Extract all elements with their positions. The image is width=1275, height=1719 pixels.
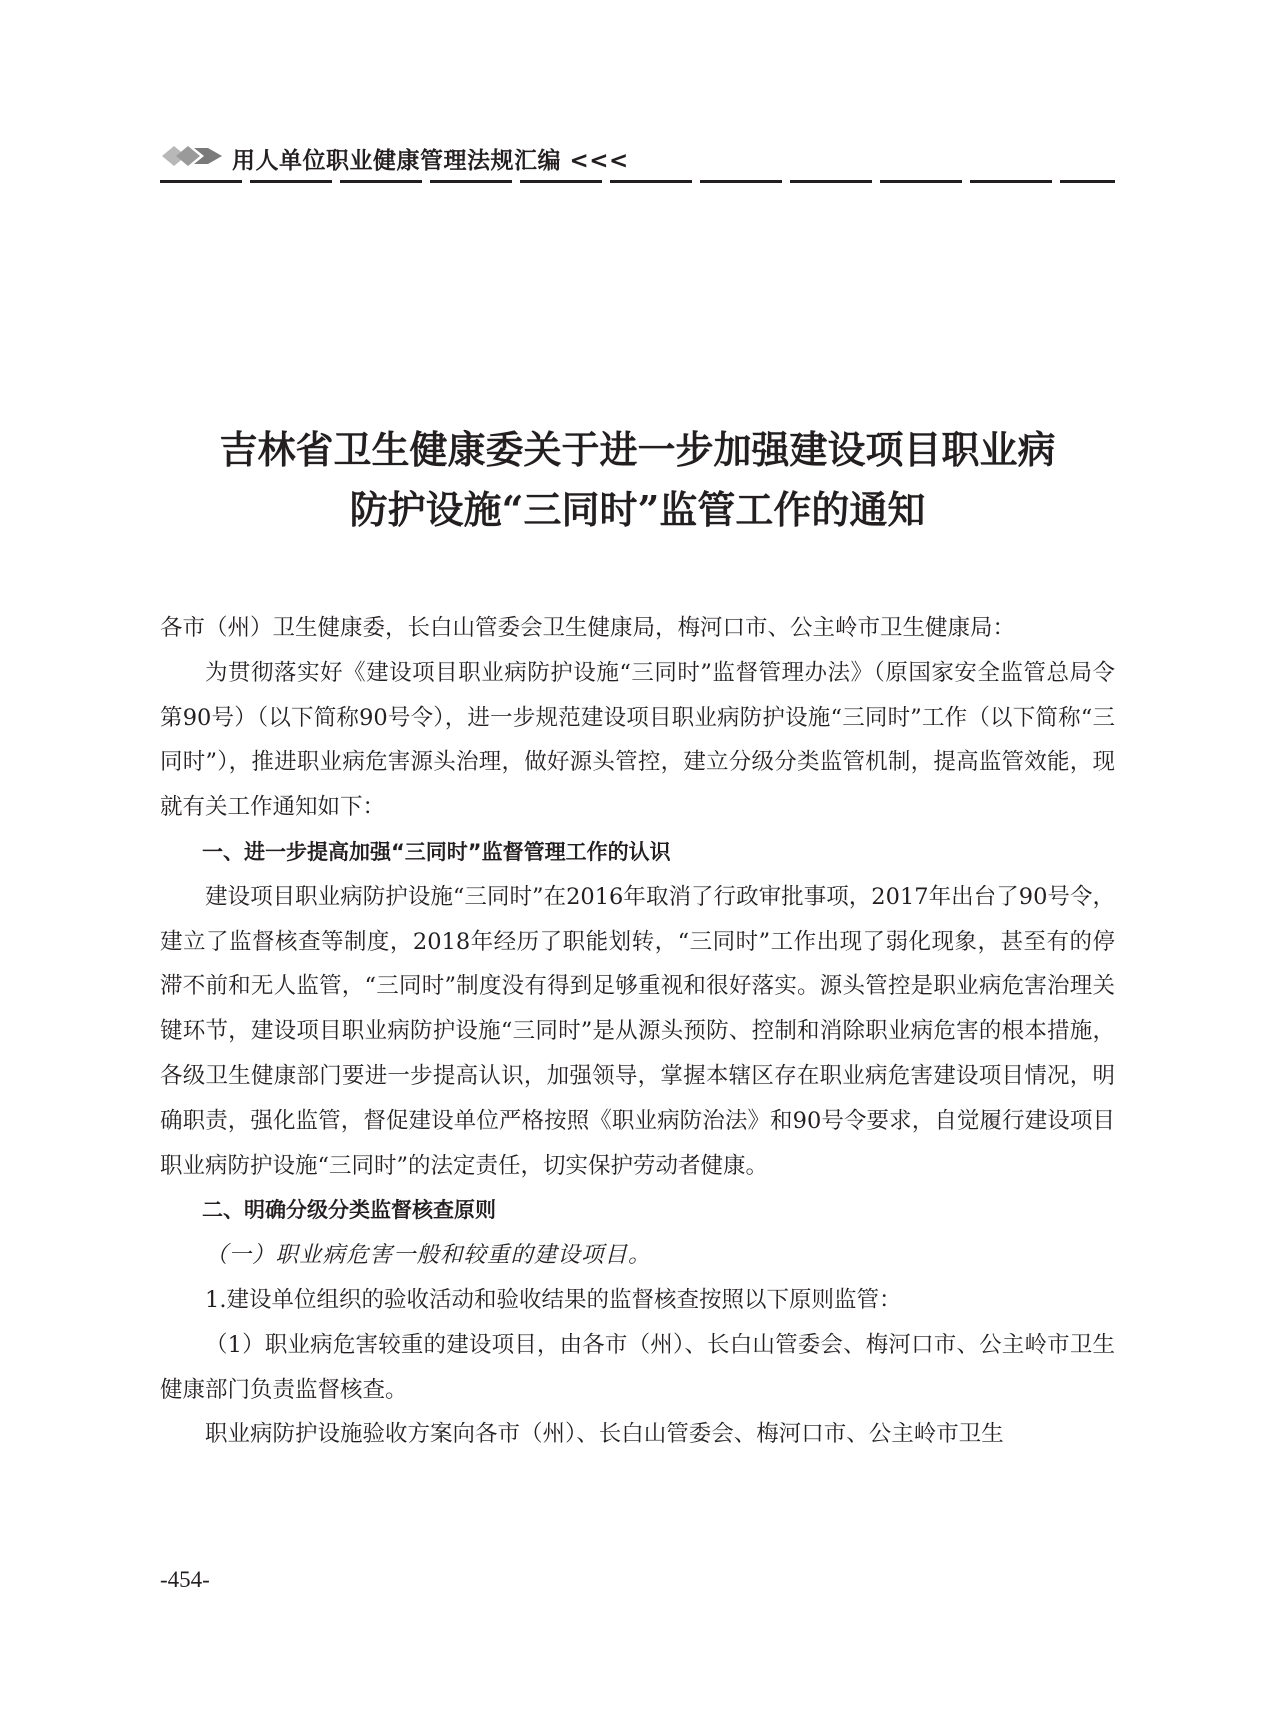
document-title-line-1: 吉林省卫生健康委关于进一步加强建设项目职业病 — [219, 427, 1056, 472]
section-2-subheading-1: （一）职业病危害一般和较重的建设项目。 — [205, 1242, 652, 1268]
running-header — [160, 138, 1115, 178]
salutation: 各市（州）卫生健康委，长白山管委会卫生健康局，梅河口市、公主岭市卫生健康局： — [160, 615, 1016, 641]
document-title — [160, 420, 1115, 540]
document-title-line-2: 防护设施“三同时”监管工作的通知 — [349, 487, 926, 532]
section-2-item-1-1: （1）职业病危害较重的建设项目，由各市（州）、长白山管委会、梅河口市、公主岭市卫生健康部门负责监督核查。 — [160, 1331, 1115, 1403]
section-1-paragraph: 建设项目职业病防护设施“三同时”在2016年取消了行政审批事项，2017年出台了90号令，建立了监督核查等制度，2018年经历了职能划转，“三同时”工作出现了弱化现象，甚至有的停滞不前和无人监管，“三同时”制度没有得到足够重视和很好落实。源头管控是职业病危害治理关键环节，建设项目职业病防护设施“三同时”是从源头预防、控制和消除职业病危害的根本措施，各级卫生健康部门要进一步提高认识，加强领导，掌握本辖区存在职业病危害建设项目情况，明确职责，强化监管，督促建设单位严格按照《职业病防治法》和90号令要求，自觉履行建设项目职业病防护设施“三同时”的法定责任，切实保护劳动者健康。 — [160, 883, 1115, 1179]
double-diamond-arrow-icon — [160, 144, 226, 168]
page-number: -454- — [160, 1567, 210, 1592]
header-divider — [160, 180, 1115, 183]
section-1-heading: 一、进一步提高加强“三同时”监督管理工作的认识 — [202, 839, 671, 864]
section-2-item-1-1-continued: 职业病防护设施验收方案向各市（州）、长白山管委会、梅河口市、公主岭市卫生 — [205, 1421, 1004, 1448]
document-body — [160, 606, 1115, 1457]
header-title: 用人单位职业健康管理法规汇编 <<< — [232, 148, 629, 174]
section-2-heading: 二、明确分级分类监督核查原则 — [202, 1198, 496, 1223]
intro-paragraph: 为贯彻落实好《建设项目职业病防护设施“三同时”监督管理办法》（原国家安全监管总局令第90号）（以下简称90号令），进一步规范建设项目职业病防护设施“三同时”工作（以下简称“三同时”），推进职业病危害源头治理，做好源头管控，建立分级分类监管机制，提高监管效能，现就有关工作通知如下： — [160, 659, 1115, 821]
section-2-item-1: 1.建设单位组织的验收活动和验收结果的监督核查按照以下原则监管： — [205, 1286, 902, 1313]
